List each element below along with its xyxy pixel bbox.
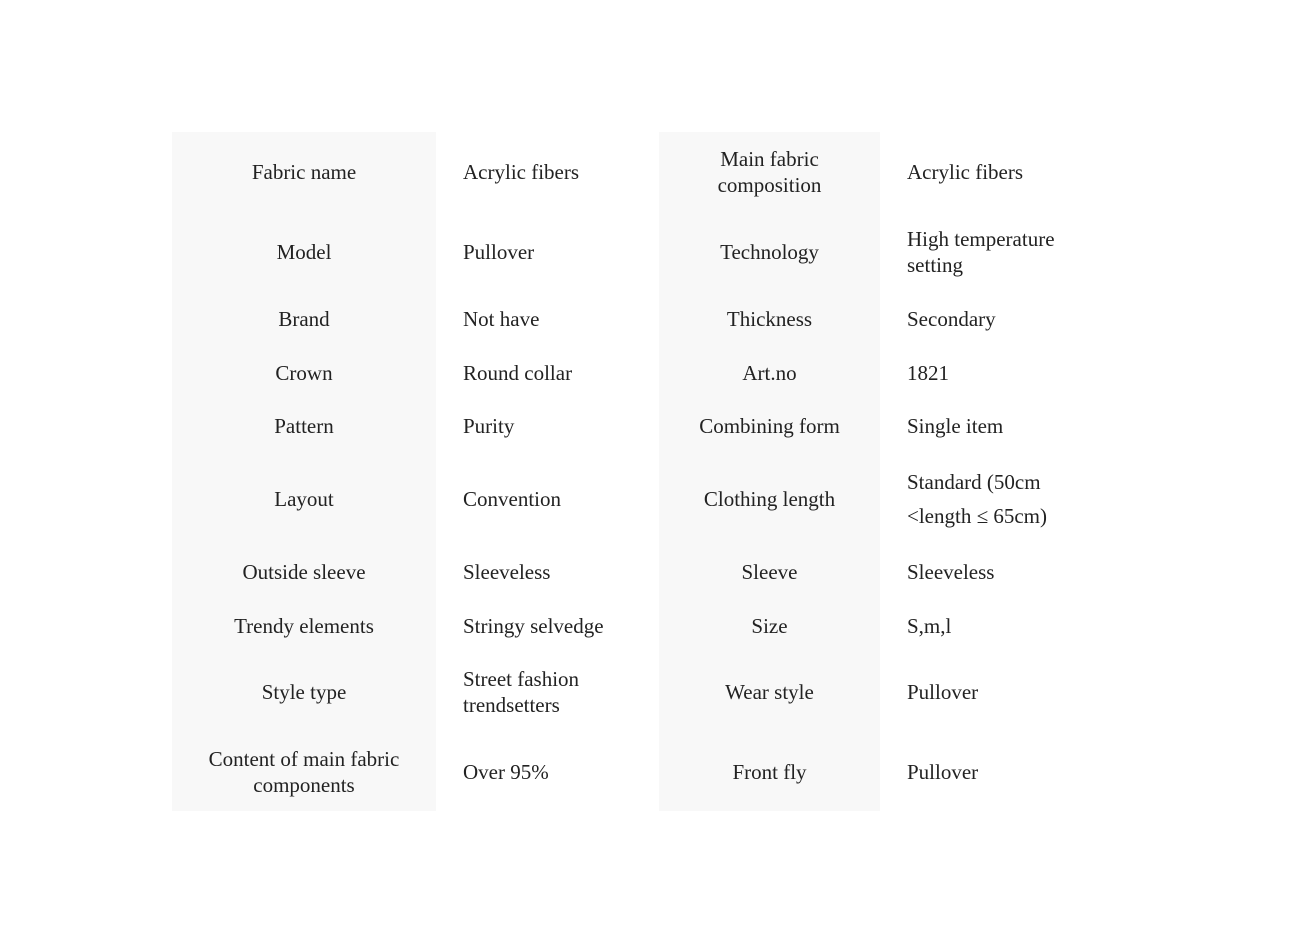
spec-label: Outside sleeve (172, 545, 436, 599)
spec-label: Main fabric composition (659, 132, 880, 212)
spec-label: Combining form (659, 399, 880, 452)
spec-value: 1821 (880, 346, 1120, 399)
table-row (172, 652, 1120, 732)
spec-value: Acrylic fibers (436, 132, 659, 212)
spec-value: Convention (436, 452, 659, 545)
spec-label: Brand (172, 292, 436, 346)
spec-value: S,m,l (880, 599, 1120, 652)
spec-label: Pattern (172, 399, 436, 452)
table-row (172, 212, 1120, 292)
table-row (172, 292, 1120, 346)
table-row (172, 132, 1120, 212)
spec-value: High temperature setting (880, 212, 1120, 292)
table-row (172, 452, 1120, 545)
spec-value: Over 95% (436, 732, 659, 811)
spec-label: Wear style (659, 652, 880, 732)
spec-value: Sleeveless (436, 545, 659, 599)
spec-value: Street fashion trendsetters (436, 652, 659, 732)
spec-label: Thickness (659, 292, 880, 346)
spec-label: Style type (172, 652, 436, 732)
spec-value: Pullover (880, 652, 1120, 732)
spec-label: Front fly (659, 732, 880, 811)
spec-value: Pullover (436, 212, 659, 292)
spec-label: Content of main fabric components (172, 732, 436, 811)
spec-value: Purity (436, 399, 659, 452)
spec-value: Not have (436, 292, 659, 346)
table-row (172, 399, 1120, 452)
spec-value: Sleeveless (880, 545, 1120, 599)
spec-label: Clothing length (659, 452, 880, 545)
spec-label: Size (659, 599, 880, 652)
spec-label: Art.no (659, 346, 880, 399)
spec-label: Crown (172, 346, 436, 399)
spec-label: Model (172, 212, 436, 292)
spec-label: Sleeve (659, 545, 880, 599)
table-row (172, 545, 1120, 599)
spec-label: Layout (172, 452, 436, 545)
spec-label: Fabric name (172, 132, 436, 212)
spec-value: Secondary (880, 292, 1120, 346)
spec-value: Single item (880, 399, 1120, 452)
table-row (172, 599, 1120, 652)
table-row (172, 346, 1120, 399)
spec-label: Technology (659, 212, 880, 292)
table-row (172, 732, 1120, 811)
spec-label: Trendy elements (172, 599, 436, 652)
spec-value: Pullover (880, 732, 1120, 811)
spec-value: Acrylic fibers (880, 132, 1120, 212)
spec-value: Stringy selvedge (436, 599, 659, 652)
spec-value: Standard (50cm <length ≤ 65cm) (880, 452, 1120, 545)
spec-value: Round collar (436, 346, 659, 399)
product-spec-table (172, 132, 1120, 811)
